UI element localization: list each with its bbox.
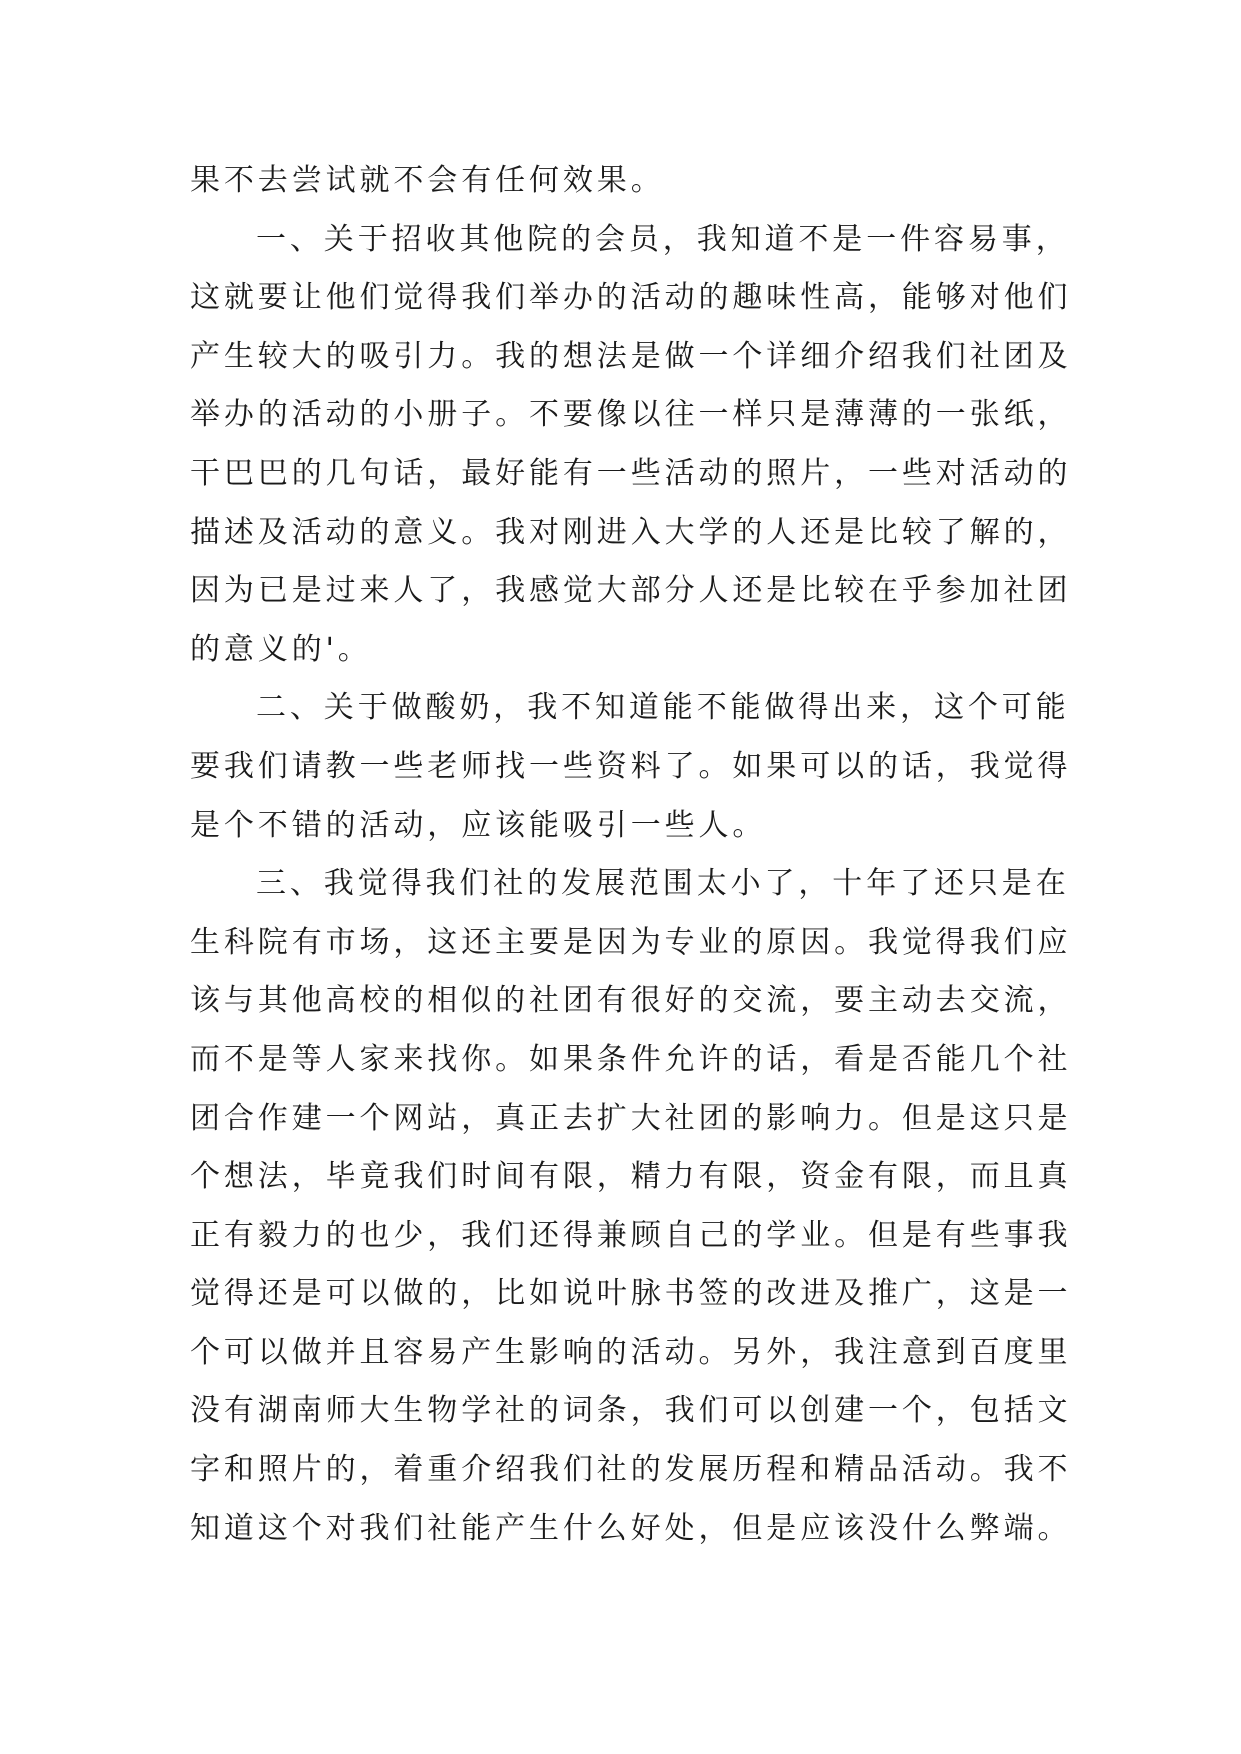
text-line: 干巴巴的几句话，最好能有一些活动的照片，一些对活动的 bbox=[190, 455, 1072, 491]
text-line: 个可以做并且容易产生影响的活动。另外，我注意到百度里 bbox=[190, 1334, 1072, 1370]
text-line: 因为已是过来人了，我感觉大部分人还是比较在乎参加社团 bbox=[190, 573, 1072, 609]
text-line: 描述及活动的意义。我对刚进入大学的人还是比较了解的， bbox=[190, 514, 1072, 550]
text-line: 的意义的'。 bbox=[190, 631, 372, 667]
text-line: 这就要让他们觉得我们举办的活动的趣味性高，能够对他们 bbox=[190, 280, 1072, 316]
text-line: 该与其他高校的相似的社团有很好的交流，要主动去交流， bbox=[190, 983, 1072, 1019]
text-line: 没有湖南师大生物学社的词条，我们可以创建一个，包括文 bbox=[190, 1393, 1072, 1429]
text-line: 产生较大的吸引力。我的想法是做一个详细介绍我们社团及 bbox=[190, 338, 1072, 374]
text-line: 知道这个对我们社能产生什么好处，但是应该没什么弊端。 bbox=[190, 1510, 1072, 1546]
text-line: 是个不错的活动，应该能吸引一些人。 bbox=[190, 807, 767, 843]
text-line: 举办的活动的小册子。不要像以往一样只是薄薄的一张纸， bbox=[190, 397, 1072, 433]
document-body bbox=[190, 152, 1070, 1558]
text-line: 个想法，毕竟我们时间有限，精力有限，资金有限，而且真 bbox=[190, 1159, 1072, 1195]
text-line: 正有毅力的也少，我们还得兼顾自己的学业。但是有些事我 bbox=[190, 1217, 1072, 1253]
text-line: 果不去尝试就不会有任何效果。 bbox=[190, 163, 665, 198]
text-line: 生科院有市场，这还主要是因为专业的原因。我觉得我们应 bbox=[190, 924, 1072, 960]
paragraph-start-line: 一、关于招收其他院的会员，我知道不是一件容易事， bbox=[256, 221, 1070, 257]
paragraph-start-line: 二、关于做酸奶，我不知道能不能做得出来，这个可能 bbox=[256, 690, 1070, 726]
text-line: 团合作建一个网站，真正去扩大社团的影响力。但是这只是 bbox=[190, 1100, 1072, 1136]
text-line: 字和照片的，着重介绍我们社的发展历程和精品活动。我不 bbox=[190, 1452, 1072, 1488]
text-line: 而不是等人家来找你。如果条件允许的话，看是否能几个社 bbox=[190, 1041, 1072, 1077]
text-line: 要我们请教一些老师找一些资料了。如果可以的话，我觉得 bbox=[190, 748, 1072, 784]
text-line: 觉得还是可以做的，比如说叶脉书签的改进及推广，这是一 bbox=[190, 1276, 1072, 1312]
paragraph-start-line: 三、我觉得我们社的发展范围太小了，十年了还只是在 bbox=[256, 866, 1070, 902]
